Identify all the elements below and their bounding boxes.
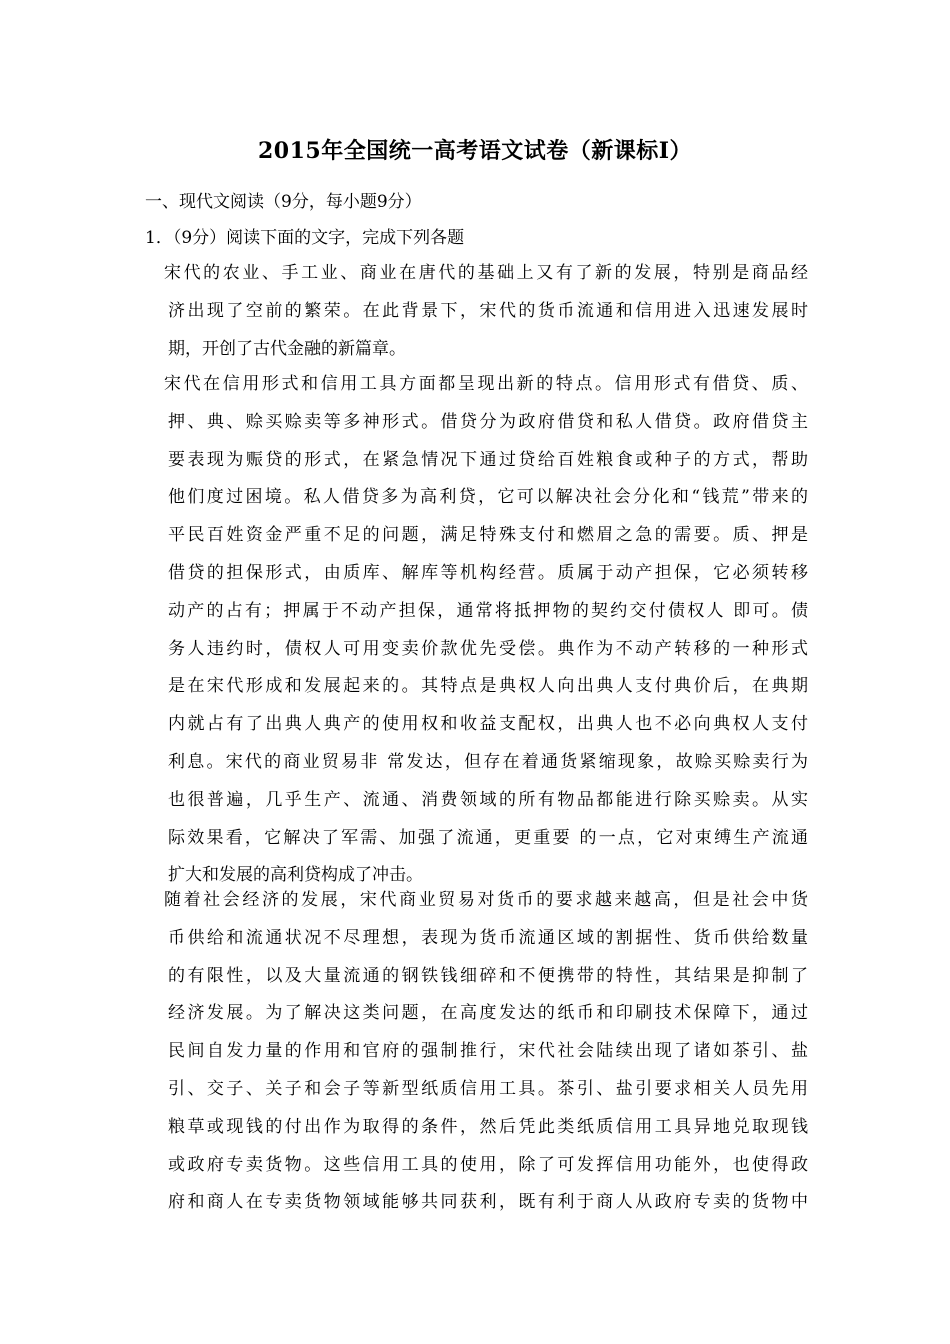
passage-line: 务人违约时，债权人可用变卖价款优先受偿。典作为不动产转移的一种形式 [168, 638, 808, 659]
passage-line: 际效果看，它解决了军需、加强了流通，更重要 的一点，它对束缚生产流通 [168, 827, 808, 848]
passage-line: 宋代在信用形式和信用工具方面都呈现出新的特点。信用形式有借贷、质、 [164, 374, 808, 394]
passage-line: 民间自发力量的作用和官府的强制推行，宋代社会陆续出现了诸如茶引、盐 [168, 1041, 808, 1062]
passage-line: 动产的占有；押属于不动产担保，通常将抵押物的契约交付债权人 即可。债 [168, 600, 808, 621]
passage-line: 府和商人在专卖货物领域能够共同获利，既有利于商人从政府专卖的货物中 [168, 1192, 808, 1213]
passage-line: 引、交子、关子和会子等新型纸质信用工具。茶引、盐引要求相关人员先用 [168, 1078, 808, 1099]
passage-line: 济出现了空前的繁荣。在此背景下，宋代的货币流通和信用进入迅速发展时 [168, 300, 808, 321]
passage-paragraph-1 [164, 255, 808, 368]
passage-line: 币供给和流通状况不尽理想，表现为货币流通区域的割据性、货币供给数量 [168, 927, 808, 948]
passage-line: 随着社会经济的发展，宋代商业贸易对货币的要求越来越高，但是社会中货 [164, 890, 808, 910]
passage-line: 或政府专卖货物。这些信用工具的使用，除了可发挥信用功能外，也使得政 [168, 1154, 808, 1175]
section-heading: 一、现代文阅读（9分，每小题9分） [145, 192, 422, 212]
question-stem: 1．（9分）阅读下面的文字，完成下列各题 [145, 228, 465, 248]
document-title: 2015年全国统一高考语文试卷（新课标Ⅰ） [257, 138, 693, 164]
passage-line: 粮草或现钱的付出作为取得的条件，然后凭此类纸质信用工具异地兑取现钱 [168, 1116, 808, 1137]
passage-line: 是在宋代形成和发展起来的。其特点是典权人向出典人支付典价后，在典期 [168, 676, 808, 697]
passage-line: 的有限性，以及大量流通的钢铁钱细碎和不便携带的特性，其结果是抑制了 [168, 965, 808, 986]
passage-line: 宋代的农业、手工业、商业在唐代的基础上又有了新的发展，特别是商品经 [164, 263, 808, 283]
passage-line: 也很普遍，几乎生产、流通、消费领域的所有物品都能进行除买赊卖。从实 [168, 789, 808, 810]
passage-line: 要表现为赈贷的形式，在紧急情况下通过贷给百姓粮食或种子的方式，帮助 [168, 449, 808, 470]
passage-line: 押、典、赊买赊卖等多神形式。借贷分为政府借贷和私人借贷。政府借贷主 [168, 411, 808, 432]
passage-line: 平民百姓资金严重不足的问题，满足特殊支付和燃眉之急的需要。质、押是 [168, 525, 808, 546]
passage-paragraph-2 [164, 366, 808, 895]
passage-line: 扩大和发展的高利贷构成了冲击。 [168, 865, 423, 886]
passage-line: 期，开创了古代金融的新篇章。 [168, 338, 406, 359]
passage-paragraph-3 [164, 882, 808, 1222]
passage-line: 他们度过困境。私人借贷多为高利贷，它可以解决社会分化和“钱荒”带来的 [168, 487, 808, 508]
passage-line: 经济发展。为了解决这类问题，在高度发达的纸币和印刷技术保障下，通过 [168, 1003, 808, 1024]
passage-line: 借贷的担保形式，由质库、解库等机构经营。质属于动产担保，它必须转移 [168, 562, 808, 583]
passage-line: 内就占有了出典人典产的使用权和收益支配权，出典人也不必向典权人支付 [168, 714, 808, 735]
passage-line: 利息。宋代的商业贸易非 常发达，但存在着通货紧缩现象，故赊买赊卖行为 [168, 751, 808, 772]
